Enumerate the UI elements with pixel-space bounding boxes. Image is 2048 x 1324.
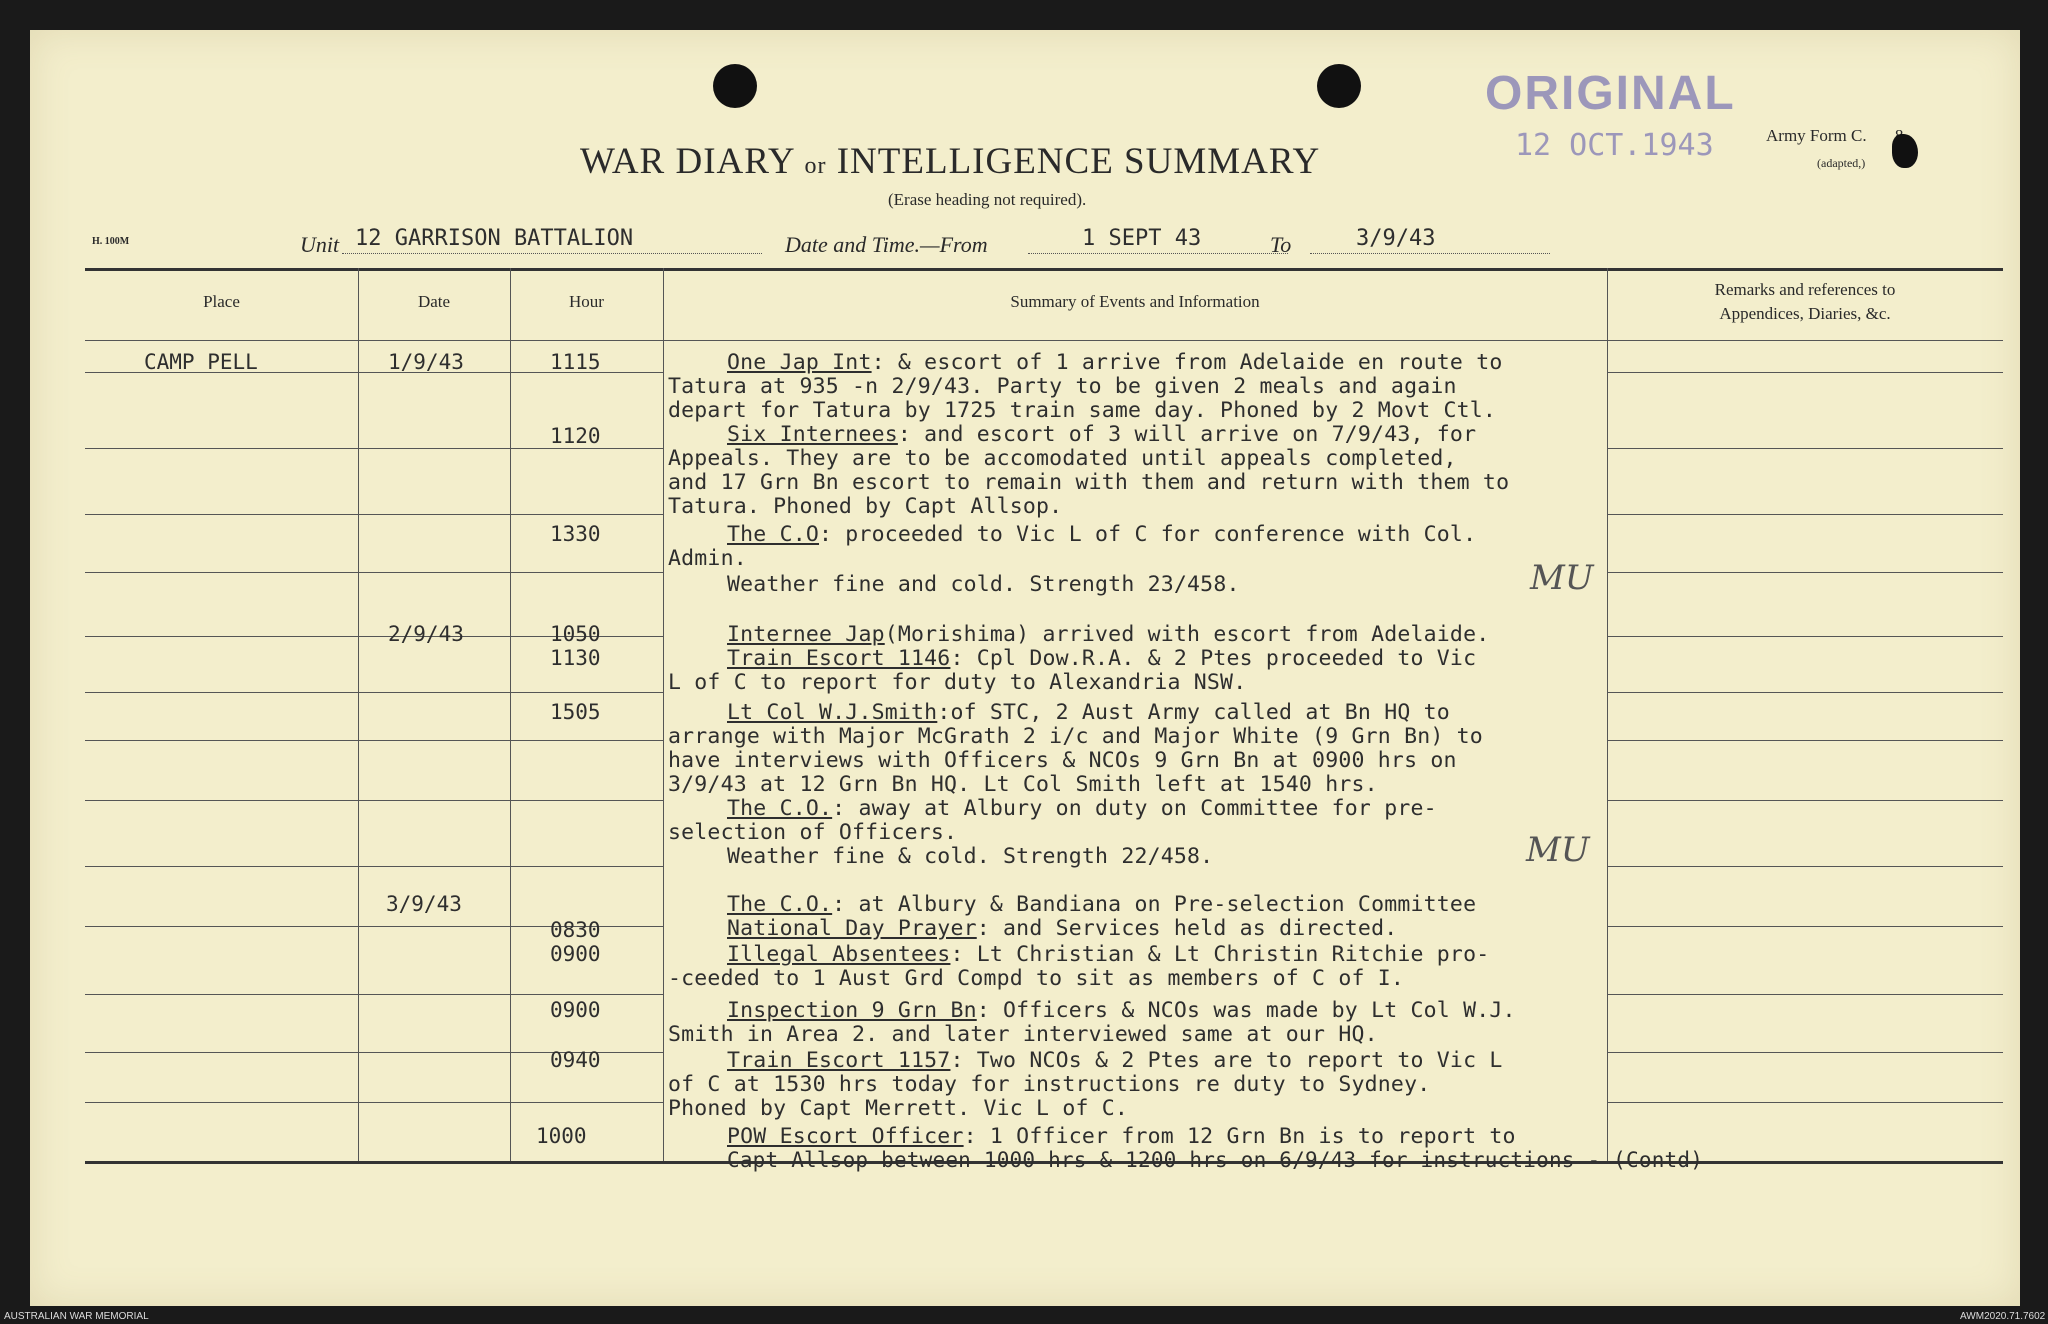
summary-line: Six Internees: and escort of 3 will arrive on 7/9/43, for xyxy=(727,422,1477,447)
row-rule xyxy=(1607,994,2003,995)
hour-cell: 1050 xyxy=(550,622,601,646)
summary-line: National Day Prayer: and Services held as directed. xyxy=(727,916,1398,941)
hour-cell: 1330 xyxy=(550,522,601,546)
summary-line: Capt Allsop between 1000 hrs & 1200 hrs on 6/9/43 for instructions - (Contd) xyxy=(727,1148,1704,1172)
unit-label: Unit xyxy=(300,232,340,257)
hour-cell: 0900 xyxy=(550,998,601,1022)
initials-signature: MU xyxy=(1526,830,1590,870)
summary-line: Phoned by Capt Merrett. Vic L of C. xyxy=(668,1096,1129,1121)
col-divider-place xyxy=(358,268,359,1161)
summary-line: Inspection 9 Grn Bn: Officers & NCOs was made by Lt Col W.J. xyxy=(727,998,1516,1023)
to-label: To xyxy=(1270,232,1292,257)
summary-line: Weather fine and cold. Strength 23/458. xyxy=(727,572,1240,597)
hour-cell: 0900 xyxy=(550,942,601,966)
hour-cell: 0940 xyxy=(550,1048,601,1072)
date-cell: 3/9/43 xyxy=(386,892,462,916)
row-rule xyxy=(1607,926,2003,927)
place-cell: CAMP PELL xyxy=(144,350,258,374)
summary-line: One Jap Int: & escort of 1 arrive from Adelaide en route to xyxy=(727,350,1503,375)
col-head-remarks: Remarks and references to Appendices, Diaries, &c. xyxy=(1714,280,1896,323)
summary-line: Admin. xyxy=(668,546,747,571)
hour-cell: 0830 xyxy=(550,918,601,942)
summary-line: Internee Jap(Morishima) arrived with escort from Adelaide. xyxy=(727,622,1490,647)
ink-blot xyxy=(1892,134,1918,168)
summary-line: -ceeded to 1 Aust Grd Compd to sit as members of C of I. xyxy=(668,966,1405,991)
hour-cell: 1115 xyxy=(550,350,601,374)
original-stamp: ORIGINAL xyxy=(1485,67,1736,120)
row-rule xyxy=(1607,740,2003,741)
punch-hole-right xyxy=(1317,64,1361,108)
summary-line: 3/9/43 at 12 Grn Bn HQ. Lt Col Smith left at 1540 hrs. xyxy=(668,772,1378,797)
summary-line: The C.O.: at Albury & Bandiana on Pre-selection Committee xyxy=(727,892,1477,917)
summary-line: selection of Officers. xyxy=(668,820,958,845)
row-rule xyxy=(1607,800,2003,801)
datetime-label: Date and Time.—From xyxy=(785,232,988,257)
row-rule xyxy=(85,692,663,693)
summary-line: Lt Col W.J.Smith:of STC, 2 Aust Army called at Bn HQ to xyxy=(727,700,1450,725)
hour-cell: 1130 xyxy=(550,646,601,670)
table-top-rule xyxy=(85,268,2003,271)
row-rule xyxy=(1607,692,2003,693)
to-value: 3/9/43 xyxy=(1356,226,1436,251)
form-code: H. 100M xyxy=(92,236,130,247)
summary-line: arrange with Major McGrath 2 i/c and Major White (9 Grn Bn) to xyxy=(668,724,1483,749)
initials-signature: MU xyxy=(1530,558,1594,598)
col-divider-summary xyxy=(1607,268,1608,1161)
summary-line: Train Escort 1157: Two NCOs & 2 Ptes are to report to Vic L xyxy=(727,1048,1503,1073)
summary-line: Smith in Area 2. and later interviewed same at our HQ. xyxy=(668,1022,1378,1047)
row-rule xyxy=(1607,866,2003,867)
page-title: WAR DIARY or INTELLIGENCE SUMMARY xyxy=(580,141,1321,182)
row-rule xyxy=(1607,448,2003,449)
row-rule xyxy=(85,514,663,515)
unit-underline xyxy=(342,253,762,254)
row-rule xyxy=(1607,1102,2003,1103)
summary-line: Train Escort 1146: Cpl Dow.R.A. & 2 Ptes proceeded to Vic xyxy=(727,646,1477,671)
to-underline xyxy=(1310,253,1550,254)
summary-line: of C at 1530 hrs today for instructions re duty to Sydney. xyxy=(668,1072,1431,1097)
summary-line: Appeals. They are to be accomodated until appeals completed, xyxy=(668,446,1457,471)
summary-line: Illegal Absentees: Lt Christian & Lt Christin Ritchie pro- xyxy=(727,942,1490,967)
summary-line: Tatura. Phoned by Capt Allsop. xyxy=(668,494,1063,519)
punch-hole-left xyxy=(713,64,757,108)
row-rule xyxy=(85,866,663,867)
row-rule xyxy=(1607,572,2003,573)
erase-note: (Erase heading not required). xyxy=(888,190,1087,209)
col-head-place: Place xyxy=(203,292,240,311)
row-rule xyxy=(85,572,663,573)
col-divider-date xyxy=(510,268,511,1161)
row-rule xyxy=(1607,514,2003,515)
summary-line: L of C to report for duty to Alexandria NSW. xyxy=(668,670,1247,695)
row-rule xyxy=(1607,636,2003,637)
summary-line: The C.O: proceeded to Vic L of C for conference with Col. xyxy=(727,522,1477,547)
diary-page xyxy=(30,30,2020,1306)
date-stamp: 12 OCT.1943 xyxy=(1515,128,1714,163)
footer-credit: AUSTRALIAN WAR MEMORIAL xyxy=(4,1311,149,1322)
summary-line: and 17 Grn Bn escort to remain with them and return with them to xyxy=(668,470,1510,495)
footer-accession: AWM2020.71.7602 xyxy=(1960,1311,2046,1322)
row-rule xyxy=(85,994,663,995)
adapted-note: (adapted,) xyxy=(1817,156,1866,170)
summary-line: have interviews with Officers & NCOs 9 Grn Bn at 0900 hrs on xyxy=(668,748,1457,773)
from-underline xyxy=(1028,253,1288,254)
row-rule xyxy=(1607,1052,2003,1053)
summary-line: Tatura at 935 -n 2/9/43. Party to be given 2 meals and again xyxy=(668,374,1457,399)
col-head-summary: Summary of Events and Information xyxy=(1010,292,1260,311)
row-rule xyxy=(85,800,663,801)
summary-line: The C.O.: away at Albury on duty on Committee for pre- xyxy=(727,796,1437,821)
date-cell: 1/9/43 xyxy=(388,350,464,374)
from-value: 1 SEPT 43 xyxy=(1082,226,1202,251)
row-rule xyxy=(1607,372,2003,373)
hour-cell: 1000 xyxy=(536,1124,587,1148)
summary-line: POW Escort Officer: 1 Officer from 12 Grn Bn is to report to xyxy=(727,1124,1516,1149)
col-head-hour: Hour xyxy=(569,292,604,311)
summary-line: Weather fine & cold. Strength 22/458. xyxy=(727,844,1214,869)
army-form-label: Army Form C. xyxy=(1766,126,1867,145)
hour-cell: 1505 xyxy=(550,700,601,724)
unit-value: 12 GARRISON BATTALION xyxy=(355,226,634,251)
summary-line: depart for Tatura by 1725 train same day. Phoned by 2 Movt Ctl. xyxy=(668,398,1497,423)
row-rule xyxy=(85,1102,663,1103)
date-cell: 2/9/43 xyxy=(388,622,464,646)
row-rule xyxy=(85,448,663,449)
row-rule xyxy=(85,740,663,741)
col-head-date: Date xyxy=(417,292,451,311)
col-divider-hour xyxy=(663,268,664,1161)
hour-cell: 1120 xyxy=(550,424,601,448)
table-header-rule xyxy=(85,340,2003,341)
